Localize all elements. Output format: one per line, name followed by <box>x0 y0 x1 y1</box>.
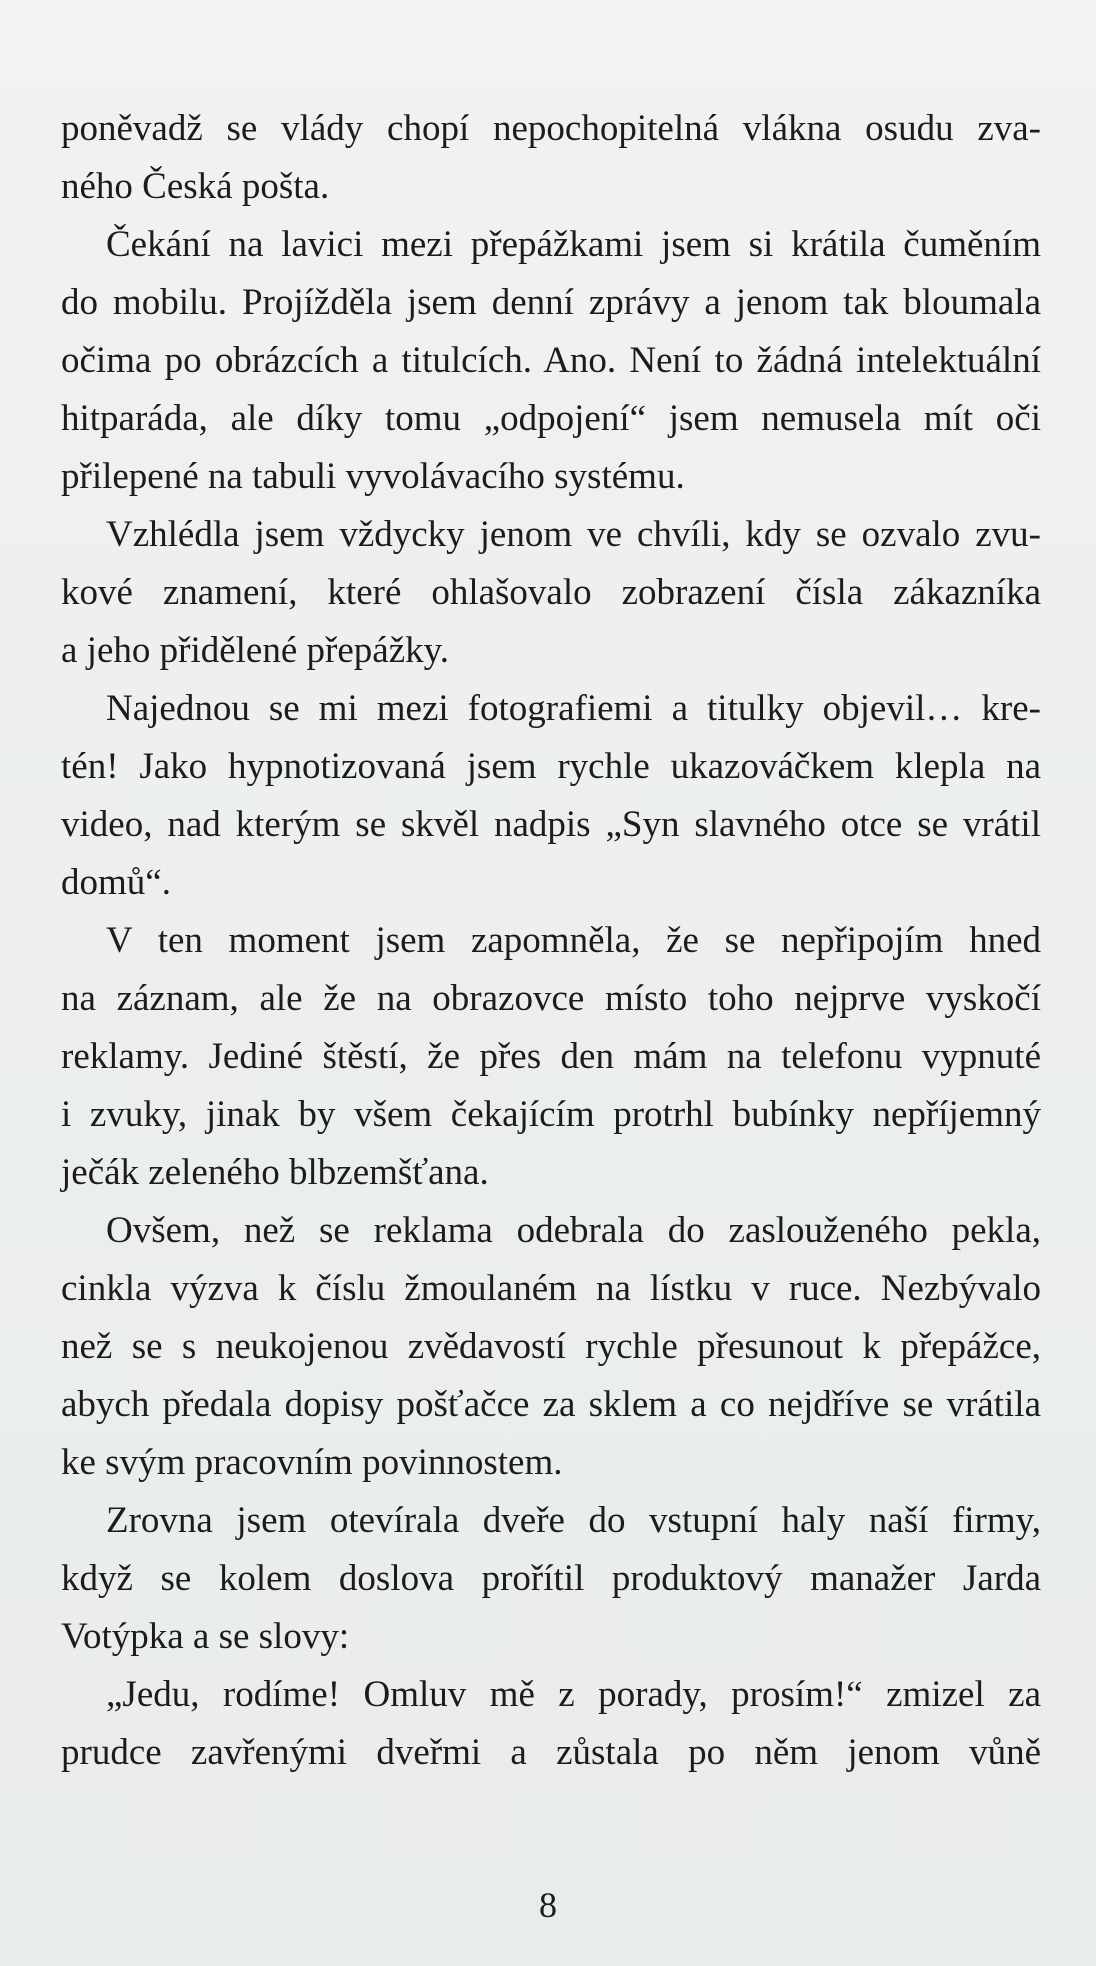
text-line: V ten moment jsem zapomněla, že se nepřipojím hned <box>106 920 1041 961</box>
text-line: ného Česká pošta. <box>61 166 330 207</box>
text-line: cinkla výzva k číslu žmoulaném na lístku v ruce. Nezbývalo <box>61 1268 1041 1309</box>
text-line: Vzhlédla jsem vždycky jenom ve chvíli, kdy se ozvalo zvu- <box>106 514 1041 555</box>
text-line: a jeho přidělené přepážky. <box>61 630 449 671</box>
text-line: ke svým pracovním povinnostem. <box>61 1442 563 1483</box>
text-line: ječák zeleného blbzemšťana. <box>61 1152 489 1193</box>
text-line: domů“. <box>61 862 171 903</box>
text-line: když se kolem doslova prořítil produktový manažer Jarda <box>61 1558 1041 1599</box>
text-line: Zrovna jsem otevírala dveře do vstupní haly naší firmy, <box>106 1500 1041 1541</box>
text-line: reklamy. Jediné štěstí, že přes den mám na telefonu vypnuté <box>61 1036 1041 1077</box>
text-line: do mobilu. Projížděla jsem denní zprávy a jenom tak bloumala <box>61 282 1041 323</box>
text-line: očima po obrázcích a titulcích. Ano. Není to žádná intelektuální <box>61 340 1041 381</box>
text-line: poněvadž se vlády chopí nepochopitelná vlákna osudu zva- <box>61 108 1041 149</box>
text-line: prudce zavřenými dveřmi a zůstala po něm jenom vůně <box>61 1732 1041 1773</box>
text-line: než se s neukojenou zvědavostí rychle přesunout k přepážce, <box>61 1326 1041 1367</box>
text-line: kové znamení, které ohlašovalo zobrazení čísla zákazníka <box>61 572 1041 613</box>
text-line: abych předala dopisy pošťačce za sklem a co nejdříve se vrátila <box>61 1384 1041 1425</box>
text-line: i zvuky, jinak by všem čekajícím protrhl bubínky nepříjemný <box>61 1094 1041 1135</box>
text-line: Čekání na lavici mezi přepážkami jsem si krátila čuměním <box>106 224 1041 265</box>
text-line: přilepené na tabuli vyvolávacího systému. <box>61 456 685 497</box>
text-line: Ovšem, než se reklama odebrala do zaslouženého pekla, <box>106 1210 1041 1251</box>
text-line: tén! Jako hypnotizovaná jsem rychle ukazováčkem klepla na <box>61 746 1041 787</box>
body-text <box>61 100 1041 1782</box>
text-line: na záznam, ale že na obrazovce místo toho nejprve vyskočí <box>61 978 1041 1019</box>
page-number: 8 <box>539 1885 557 1925</box>
text-line: „Jedu, rodíme! Omluv mě z porady, prosím!“ zmizel za <box>106 1674 1041 1715</box>
text-line: hitparáda, ale díky tomu „odpojení“ jsem nemusela mít oči <box>61 398 1041 439</box>
text-line: Najednou se mi mezi fotografiemi a titulky objevil… kre- <box>106 688 1041 729</box>
text-line: video, nad kterým se skvěl nadpis „Syn slavného otce se vrátil <box>61 804 1041 845</box>
text-line: Votýpka a se slovy: <box>61 1616 350 1657</box>
